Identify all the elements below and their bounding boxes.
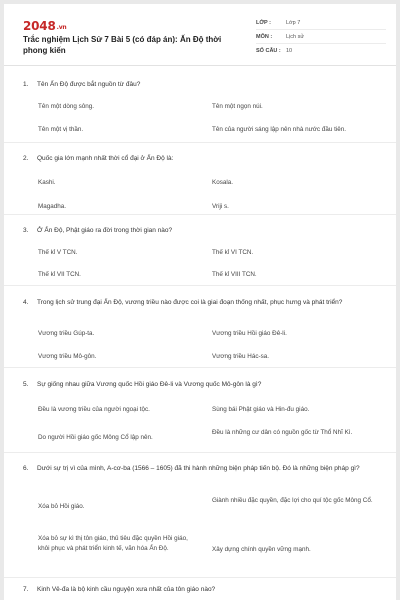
answer-option[interactable]: Đều là những cư dân có nguồn gốc từ Thổ Nhĩ Kì. — [212, 429, 353, 436]
meta-label: MÔN : — [256, 33, 273, 40]
question-text: Sự giống nhau giữa Vương quốc Hồi giáo Đê-li và Vương quốc Mô-gôn là gì? — [37, 381, 262, 388]
question-stem — [23, 464, 376, 474]
answer-option[interactable]: Vương triều Hồi giáo Đê-li. — [212, 330, 287, 337]
document-page — [4, 4, 396, 600]
answer-option[interactable]: Thế kỉ VII TCN. — [38, 271, 81, 278]
question-number: 7. — [23, 586, 29, 593]
question-divider — [4, 367, 396, 368]
question-number: 5. — [23, 381, 29, 388]
document-header — [4, 4, 396, 66]
meta-label: LỚP : — [256, 19, 271, 26]
answer-option[interactable]: Đều là vương triều của người ngoại tộc. — [38, 406, 150, 413]
logo-main: 2048 — [23, 19, 56, 33]
question-number: 4. — [23, 299, 29, 306]
answer-option[interactable]: Thế kỉ VI TCN. — [212, 249, 254, 256]
question-number: 1. — [23, 81, 29, 88]
question-text: Quốc gia lớn mạnh nhất thời cổ đại ở Ấn Độ là: — [37, 155, 174, 162]
answer-option[interactable]: Giành nhiều đặc quyền, đặc lợi cho quí tộc gốc Mông Cổ. — [212, 497, 373, 504]
question-number: 2. — [23, 155, 29, 162]
question-text: Dưới sự trị vì của mình, A-cơ-ba (1566 – 1605) đã thi hành những biện pháp tiến bộ. Đó là những biện pháp gì? — [37, 465, 360, 472]
question-stem — [23, 298, 376, 308]
meta-table — [256, 16, 386, 58]
meta-value: Lớp 7 — [286, 19, 301, 26]
answer-option[interactable]: Tên một ngọn núi. — [212, 103, 263, 110]
question-stem — [23, 154, 376, 164]
answer-option[interactable]: Sùng bái Phật giáo và Hin-đu giáo. — [212, 406, 310, 413]
answer-option[interactable]: Kosala. — [212, 179, 234, 186]
answer-option[interactable]: Kashi. — [38, 179, 56, 186]
answer-option[interactable]: Thế kỉ V TCN. — [38, 249, 78, 256]
question-divider — [4, 285, 396, 286]
question-number: 6. — [23, 465, 29, 472]
answer-option[interactable]: Xây dựng chính quyền vững mạnh. — [212, 546, 311, 553]
answer-option[interactable]: Vương triều Mô-gôn. — [38, 353, 97, 360]
answer-option[interactable]: Tên một dòng sông. — [38, 103, 95, 110]
question-text: Tên Ấn Độ được bắt nguồn từ đâu? — [37, 81, 141, 88]
meta-row-count — [256, 44, 386, 58]
question-divider — [4, 577, 396, 578]
meta-row-subject — [256, 30, 386, 44]
question-stem — [23, 380, 376, 390]
question-divider — [4, 452, 396, 453]
question-text: Kinh Vê-đa là bộ kinh cầu nguyện xưa nhất của tôn giáo nào? — [37, 586, 216, 593]
question-divider — [4, 214, 396, 215]
meta-row-class — [256, 16, 386, 30]
answer-option[interactable]: Vương triều Gúp-ta. — [38, 330, 95, 337]
answer-option[interactable]: Thế kỉ VIII TCN. — [212, 271, 257, 278]
page-title: Trắc nghiệm Lịch Sử 7 Bài 5 (có đáp án): Ấn Độ thời phong kiến — [23, 35, 222, 55]
site-logo[interactable] — [23, 19, 66, 33]
logo-sub: .vn — [56, 24, 67, 31]
question-text: Ở Ấn Độ, Phật giáo ra đời trong thời gian nào? — [37, 227, 173, 234]
answer-option[interactable]: Magadha. — [38, 203, 67, 210]
question-text: Trong lịch sử trung đại Ấn Độ, vương triều nào được coi là giai đoạn thống nhất, phục hưng và phát triển? — [37, 299, 343, 306]
answer-option[interactable]: Tên một vị thần. — [38, 126, 84, 133]
question-number: 3. — [23, 227, 29, 234]
answer-option[interactable]: Vriji s. — [212, 203, 229, 210]
question-divider — [4, 142, 396, 143]
question-stem — [23, 226, 376, 236]
answer-option[interactable]: Vương triều Hác-sa. — [212, 353, 269, 360]
answer-option[interactable]: Xóa bỏ sự kì thị tôn giáo, thủ tiêu đặc quyền Hồi giáo, khôi phục và phát triển kinh tế, văn hóa Ấn Độ. — [38, 535, 188, 552]
answer-option[interactable]: Xóa bỏ Hồi giáo. — [38, 503, 85, 510]
answer-option[interactable]: Do người Hồi giáo gốc Mông Cổ lập nên. — [38, 434, 153, 441]
answer-option[interactable]: Tên của người sáng lập nên nhà nước đầu tiên. — [212, 126, 346, 133]
question-stem — [23, 80, 376, 90]
meta-value: Lịch sử — [286, 33, 305, 40]
meta-label: SỐ CÂU : — [256, 48, 281, 54]
meta-value: 10 — [286, 48, 293, 54]
question-stem — [23, 585, 376, 595]
